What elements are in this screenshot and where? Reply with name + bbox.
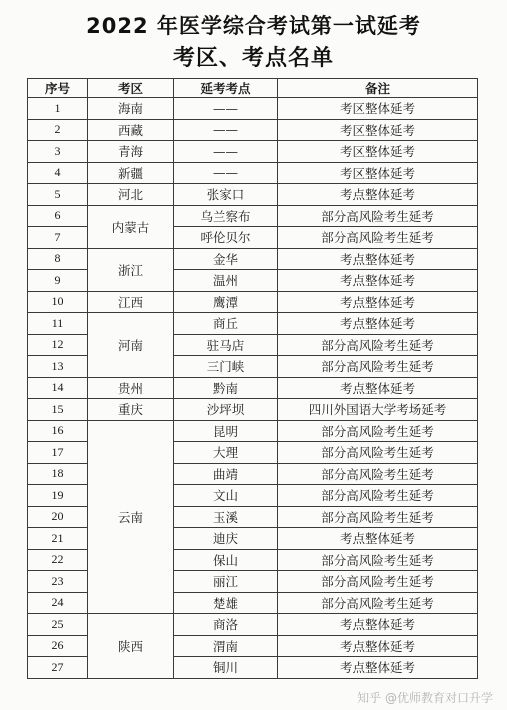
cell-remarks: 考点整体延考 (278, 528, 478, 550)
header-remarks: 备注 (278, 79, 478, 98)
cell-deferred-site: 文山 (174, 485, 278, 507)
cell-remarks: 考点整体延考 (278, 270, 478, 292)
cell-deferred-site: —— (174, 119, 278, 141)
cell-deferred-site: 铜川 (174, 657, 278, 679)
cell-serial-number: 3 (28, 141, 88, 163)
document-subtitle: 考区、考点名单 (172, 46, 334, 71)
cell-remarks: 四川外国语大学考场延考 (278, 399, 478, 421)
cell-serial-number: 4 (28, 162, 88, 184)
cell-deferred-site: 商洛 (174, 614, 278, 636)
header-serial-number: 序号 (28, 79, 88, 98)
cell-serial-number: 1 (28, 98, 88, 120)
cell-serial-number: 14 (28, 377, 88, 399)
cell-remarks: 考区整体延考 (278, 98, 478, 120)
cell-remarks: 部分高风险考生延考 (278, 334, 478, 356)
cell-remarks: 部分高风险考生延考 (278, 420, 478, 442)
cell-deferred-site: 张家口 (174, 184, 278, 206)
cell-serial-number: 16 (28, 420, 88, 442)
cell-deferred-site: 大理 (174, 442, 278, 464)
table-row (28, 399, 478, 421)
cell-deferred-site: 驻马店 (174, 334, 278, 356)
cell-remarks: 考区整体延考 (278, 162, 478, 184)
cell-remarks: 考点整体延考 (278, 313, 478, 335)
cell-serial-number: 10 (28, 291, 88, 313)
table-row (28, 291, 478, 313)
cell-deferred-site: 昆明 (174, 420, 278, 442)
cell-remarks: 部分高风险考生延考 (278, 592, 478, 614)
cell-serial-number: 24 (28, 592, 88, 614)
cell-exam-district: 云南 (88, 420, 174, 614)
cell-deferred-site: 迪庆 (174, 528, 278, 550)
cell-remarks: 考点整体延考 (278, 291, 478, 313)
cell-serial-number: 13 (28, 356, 88, 378)
cell-deferred-site: 三门峡 (174, 356, 278, 378)
cell-deferred-site: 楚雄 (174, 592, 278, 614)
cell-remarks: 考点整体延考 (278, 184, 478, 206)
cell-deferred-site: 商丘 (174, 313, 278, 335)
cell-exam-district: 江西 (88, 291, 174, 313)
table-row (28, 184, 478, 206)
header-deferred-site: 延考考点 (174, 79, 278, 98)
cell-serial-number: 9 (28, 270, 88, 292)
table-row (28, 614, 478, 636)
cell-exam-district: 重庆 (88, 399, 174, 421)
cell-serial-number: 23 (28, 571, 88, 593)
cell-remarks: 部分高风险考生延考 (278, 442, 478, 464)
cell-serial-number: 20 (28, 506, 88, 528)
cell-exam-district: 内蒙古 (88, 205, 174, 248)
cell-serial-number: 25 (28, 614, 88, 636)
table-row (28, 377, 478, 399)
cell-serial-number: 27 (28, 657, 88, 679)
table-row (28, 313, 478, 335)
cell-remarks: 考点整体延考 (278, 635, 478, 657)
cell-deferred-site: 玉溪 (174, 506, 278, 528)
cell-serial-number: 15 (28, 399, 88, 421)
cell-exam-district: 河南 (88, 313, 174, 378)
cell-serial-number: 7 (28, 227, 88, 249)
cell-remarks: 考点整体延考 (278, 657, 478, 679)
cell-remarks: 考区整体延考 (278, 119, 478, 141)
cell-deferred-site: 保山 (174, 549, 278, 571)
cell-deferred-site: 鹰潭 (174, 291, 278, 313)
cell-serial-number: 22 (28, 549, 88, 571)
cell-serial-number: 6 (28, 205, 88, 227)
deferred-exam-sites-table (27, 78, 478, 679)
cell-exam-district: 西藏 (88, 119, 174, 141)
table-header-row (28, 79, 478, 98)
cell-exam-district: 海南 (88, 98, 174, 120)
table-row (28, 119, 478, 141)
cell-serial-number: 12 (28, 334, 88, 356)
table-row (28, 205, 478, 227)
cell-remarks: 部分高风险考生延考 (278, 356, 478, 378)
cell-deferred-site: 金华 (174, 248, 278, 270)
cell-deferred-site: 沙坪坝 (174, 399, 278, 421)
cell-remarks: 部分高风险考生延考 (278, 463, 478, 485)
document-title: 2022 年医学综合考试第一试延考 (86, 14, 421, 38)
cell-deferred-site: —— (174, 98, 278, 120)
cell-serial-number: 5 (28, 184, 88, 206)
cell-remarks: 考点整体延考 (278, 248, 478, 270)
cell-deferred-site: 曲靖 (174, 463, 278, 485)
cell-exam-district: 陕西 (88, 614, 174, 679)
cell-deferred-site: 渭南 (174, 635, 278, 657)
cell-serial-number: 19 (28, 485, 88, 507)
cell-remarks: 考点整体延考 (278, 614, 478, 636)
cell-remarks: 部分高风险考生延考 (278, 485, 478, 507)
cell-remarks: 部分高风险考生延考 (278, 571, 478, 593)
source-watermark: 知乎 @优师教育对口升学 (357, 691, 493, 705)
cell-exam-district: 青海 (88, 141, 174, 163)
cell-deferred-site: 黔南 (174, 377, 278, 399)
cell-serial-number: 26 (28, 635, 88, 657)
cell-remarks: 考区整体延考 (278, 141, 478, 163)
header-exam-district: 考区 (88, 79, 174, 98)
cell-serial-number: 11 (28, 313, 88, 335)
cell-remarks: 部分高风险考生延考 (278, 506, 478, 528)
cell-deferred-site: 丽江 (174, 571, 278, 593)
cell-serial-number: 2 (28, 119, 88, 141)
cell-deferred-site: 温州 (174, 270, 278, 292)
cell-serial-number: 21 (28, 528, 88, 550)
cell-exam-district: 河北 (88, 184, 174, 206)
cell-serial-number: 18 (28, 463, 88, 485)
cell-deferred-site: —— (174, 162, 278, 184)
cell-remarks: 部分高风险考生延考 (278, 205, 478, 227)
cell-exam-district: 浙江 (88, 248, 174, 291)
cell-remarks: 考点整体延考 (278, 377, 478, 399)
table-row (28, 162, 478, 184)
cell-serial-number: 8 (28, 248, 88, 270)
cell-exam-district: 贵州 (88, 377, 174, 399)
table-row (28, 98, 478, 120)
cell-deferred-site: 乌兰察布 (174, 205, 278, 227)
table-row (28, 420, 478, 442)
cell-remarks: 部分高风险考生延考 (278, 549, 478, 571)
table-row (28, 141, 478, 163)
cell-remarks: 部分高风险考生延考 (278, 227, 478, 249)
cell-serial-number: 17 (28, 442, 88, 464)
cell-deferred-site: —— (174, 141, 278, 163)
cell-deferred-site: 呼伦贝尔 (174, 227, 278, 249)
table-row (28, 248, 478, 270)
cell-exam-district: 新疆 (88, 162, 174, 184)
